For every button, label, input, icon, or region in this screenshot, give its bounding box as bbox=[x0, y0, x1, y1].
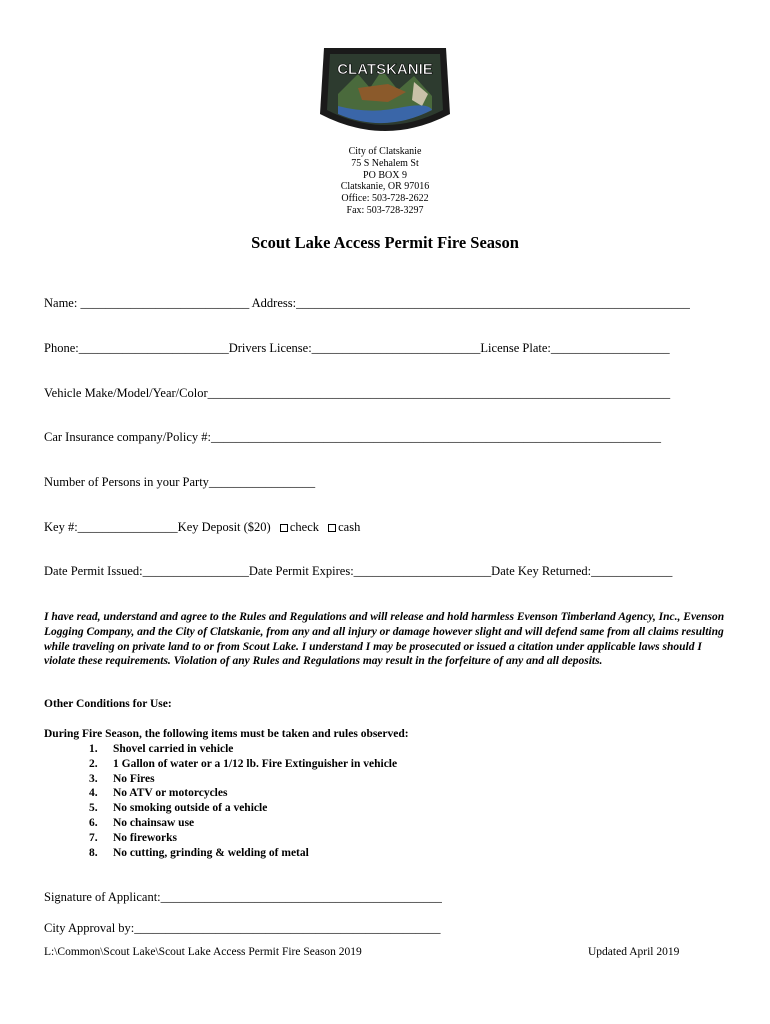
vehicle-line[interactable]: Vehicle Make/Model/Year/Color__________________________________________________________________________ bbox=[44, 386, 671, 400]
city-approval-line[interactable]: City Approval by:_________________________________________________ bbox=[44, 921, 441, 935]
list-item: 6. No chainsaw use bbox=[89, 816, 195, 829]
other-conditions-heading: Other Conditions for Use: bbox=[44, 698, 172, 710]
insurance-line[interactable]: Car Insurance company/Policy #:________________________________________________________________________ bbox=[44, 430, 661, 444]
name-address-line[interactable]: Name: ___________________________ Address:_______________________________________________________________ bbox=[44, 296, 690, 310]
signature-line[interactable]: Signature of Applicant:_____________________________________________ bbox=[44, 890, 442, 904]
cash-checkbox[interactable] bbox=[328, 524, 336, 532]
rules-list bbox=[89, 742, 397, 860]
document-title: Scout Lake Access Permit Fire Season bbox=[251, 233, 519, 252]
footer-path: L:\Common\Scout Lake\Scout Lake Access Permit Fire Season 2019 bbox=[44, 946, 362, 958]
cash-label: cash bbox=[338, 520, 361, 534]
logo-text: CLATSKANIE bbox=[337, 61, 433, 78]
list-item: 7. No fireworks bbox=[89, 831, 177, 844]
phone-license-line[interactable]: Phone:________________________Drivers License:___________________________License Plate:___________________ bbox=[44, 341, 670, 355]
key-line bbox=[44, 520, 360, 535]
address-line: PO BOX 9 bbox=[363, 169, 407, 181]
fire-season-heading: During Fire Season, the following items must be taken and rules observed: bbox=[44, 728, 409, 740]
list-item: 4. No ATV or motorcycles bbox=[89, 787, 228, 800]
list-item: 5. No smoking outside of a vehicle bbox=[89, 802, 268, 815]
footer-updated: Updated April 2019 bbox=[588, 946, 680, 958]
address-line: Office: 503-728-2622 bbox=[341, 193, 429, 205]
clatskanie-logo bbox=[318, 44, 452, 144]
list-item: 1. Shovel carried in vehicle bbox=[89, 743, 234, 755]
list-item: 2. 1 Gallon of water or a 1/12 lb. Fire Extinguisher in vehicle bbox=[89, 757, 398, 770]
dates-line[interactable]: Date Permit Issued:_________________Date Permit Expires:______________________Date Key Returned:_____________ bbox=[44, 564, 673, 578]
agreement-paragraph: I have read, understand and agree to the Rules and Regulations and will release and hold harmless Evenson Timberland Agency, Inc., Evenson Logging Company, and the City of Clatskanie, from any and all injury or damage however slight and will defend same from all claims resulting while traveling on private land to or from Scout Lake. I understand I may be prosecuted or issued a citation under applicable laws should I violate these requirements. Violation of any Rules and Regulations may result in the forfeiture of any and all deposits. bbox=[44, 611, 725, 668]
check-checkbox[interactable] bbox=[280, 524, 288, 532]
check-label: check bbox=[289, 520, 319, 534]
party-size-line[interactable]: Number of Persons in your Party_________________ bbox=[44, 475, 316, 489]
address-block bbox=[0, 146, 770, 217]
key-deposit-text[interactable]: Key #:________________Key Deposit ($20) bbox=[44, 520, 271, 534]
address-line: Clatskanie, OR 97016 bbox=[340, 181, 430, 193]
address-line: City of Clatskanie bbox=[348, 146, 422, 157]
list-item: 8. No cutting, grinding & welding of metal bbox=[89, 846, 309, 859]
address-line: 75 S Nehalem St bbox=[351, 157, 419, 169]
list-item: 3. No Fires bbox=[89, 772, 155, 785]
address-line: Fax: 503-728-3297 bbox=[346, 204, 424, 216]
